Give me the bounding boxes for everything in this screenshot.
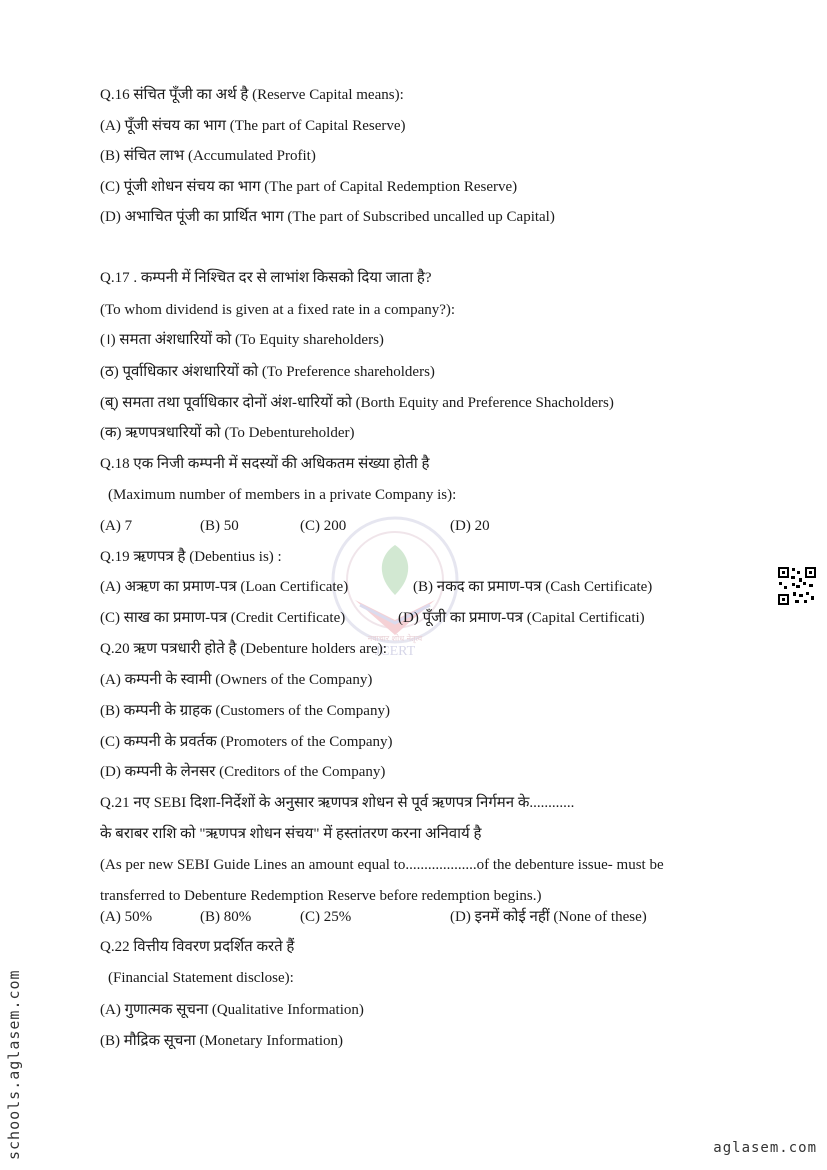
- q22-question-en: (Financial Statement disclose):: [108, 970, 294, 986]
- q18-question: Q.18 एक निजी कम्पनी में सदस्यों की अधिकतम संख्या होती है: [100, 456, 430, 472]
- q20-question: Q.20 ऋण पत्रधारी होते है (Debenture holders are):: [100, 641, 387, 657]
- q20-option-a: (A) कम्पनी के स्वामी (Owners of the Company): [100, 672, 373, 688]
- q18-option-a: (A) 7: [100, 518, 133, 534]
- q22-question: Q.22 वित्तीय विवरण प्रदर्शित करते हैं: [100, 939, 295, 955]
- footer-url: aglasem.com: [713, 1140, 817, 1156]
- qr-code-icon: [777, 566, 817, 606]
- q19-option-a: (A) अऋण का प्रमाण-पत्र (Loan Certificate): [100, 579, 349, 595]
- q21-option-d: (D) इनमें कोई नहीं (None of these): [450, 909, 647, 925]
- q20-option-b: (B) कम्पनी के ग्राहक (Customers of the Company): [100, 703, 390, 719]
- q17-option-a: (।) समता अंशधारियों को (To Equity shareholders): [100, 332, 384, 348]
- q17-option-b: (ठ) पूर्वाधिकार अंशधारियों को (To Preference shareholders): [100, 364, 435, 380]
- q20-option-c: (C) कम्पनी के प्रवर्तक (Promoters of the Company): [100, 734, 393, 750]
- q16-option-a: (A) पूँजी संचय का भाग (The part of Capital Reserve): [100, 118, 406, 134]
- q22-option-b: (B) मौद्रिक सूचना (Monetary Information): [100, 1033, 344, 1049]
- q17-option-d: (क) ऋणपत्रधारियों को (To Debentureholder): [100, 425, 355, 441]
- q21-question-en-line2: transferred to Debenture Redemption Reserve before redemption begins.): [100, 888, 542, 904]
- q16-option-b: (B) संचित लाभ (Accumulated Profit): [100, 148, 316, 164]
- q21-option-b: (B) 80%: [200, 909, 252, 925]
- watermark-label: JCERT: [374, 644, 416, 659]
- q16-option-c: (C) पूंजी शोधन संचय का भाग (The part of Capital Redemption Reserve): [100, 179, 518, 195]
- q17-question-en: (To whom dividend is given at a fixed rate in a company?):: [100, 302, 456, 318]
- q19-option-d: (D) पूँजी का प्रमाण-पत्र (Capital Certificati): [398, 610, 645, 626]
- q19-option-b: (B) नकद का प्रमाण-पत्र (Cash Certificate): [413, 579, 653, 595]
- q16-question: Q.16 संचित पूँजी का अर्थ है (Reserve Capital means):: [100, 87, 404, 103]
- q18-question-en: (Maximum number of members in a private Company is):: [108, 487, 457, 503]
- side-url-watermark: schools.aglasem.com: [5, 969, 23, 1160]
- q17-question: Q.17 . कम्पनी में निश्चित दर से लाभांश किसको दिया जाता है?: [100, 270, 432, 286]
- q18-option-c: (C) 200: [300, 518, 347, 534]
- q21-option-a: (A) 50%: [100, 909, 153, 925]
- q22-option-a: (A) गुणात्मक सूचना (Qualitative Information): [100, 1002, 364, 1018]
- q18-option-d: (D) 20: [450, 518, 490, 534]
- q16-option-d: (D) अभाचित पूंजी का प्रार्थित भाग (The part of Subscribed uncalled up Capital): [100, 209, 555, 225]
- q19-question: Q.19 ऋणपत्र है (Debentius is) :: [100, 549, 282, 565]
- q21-question-en-line1: (As per new SEBI Guide Lines an amount equal to...................of the debenture issue- must be: [100, 857, 664, 873]
- watermark-motto: नवाचार शोध नेतृत्व: [367, 634, 423, 643]
- q21-question-line1: Q.21 नए SEBI दिशा-निर्देशों के अनुसार ऋणपत्र शोधन से पूर्व ऋणपत्र निर्गमन के............: [100, 795, 575, 811]
- q17-option-c: (ब्) समता तथा पूर्वाधिकार दोनों अंश-धारियों को (Borth Equity and Preference Shacholders): [100, 395, 614, 411]
- q21-option-c: (C) 25%: [300, 909, 352, 925]
- q19-option-c: (C) साख का प्रमाण-पत्र (Credit Certificate): [100, 610, 346, 626]
- q20-option-d: (D) कम्पनी के लेनसर (Creditors of the Company): [100, 764, 386, 780]
- q18-option-b: (B) 50: [200, 518, 239, 534]
- q21-question-line2: के बराबर राशि को "ऋणपत्र शोधन संचय" में हस्तांतरण करना अनिवार्य है: [100, 826, 482, 842]
